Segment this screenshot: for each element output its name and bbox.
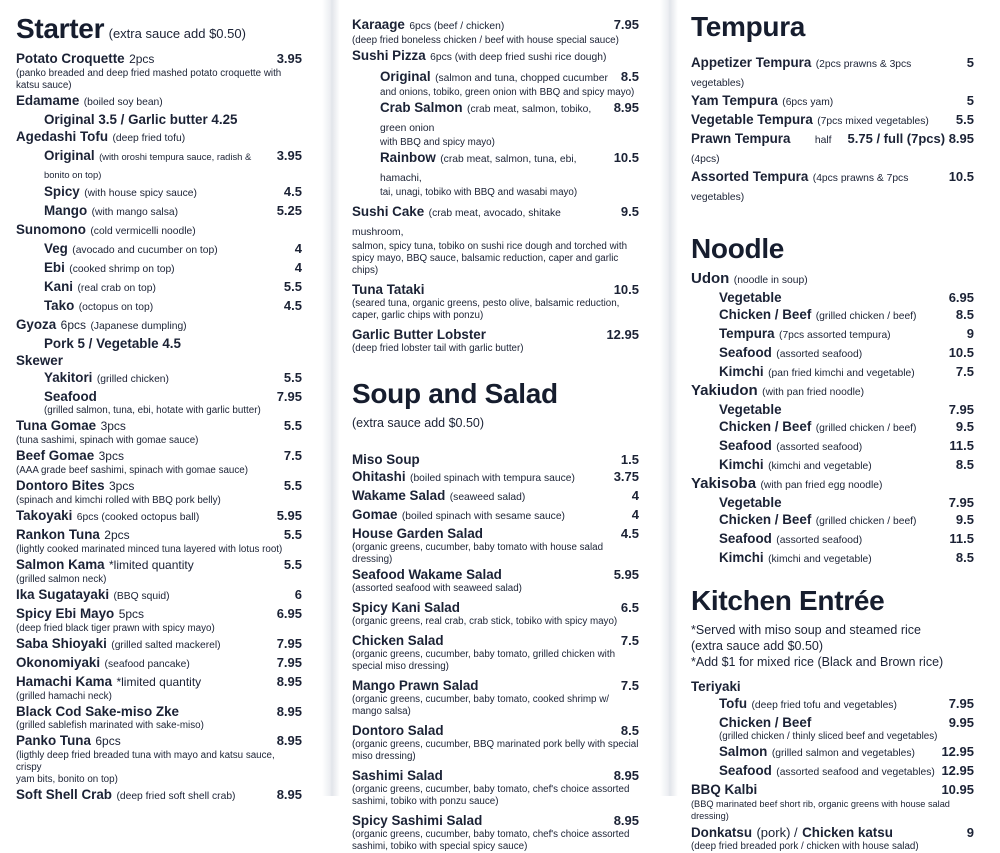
kitchen-notes: *Served with miso soup and steamed rice (extra sauce add $0.50) *Add $1 for mixed rice (Black and Brown rice) bbox=[691, 623, 944, 669]
section-title: Kitchen Entrée bbox=[691, 585, 885, 616]
menu-item: Chicken Salad 7.5 (organic greens, cucumber, baby tomato, grilled chicken with special miso dressing) bbox=[352, 633, 639, 672]
menu-item: Hamachi Kama *limited quantity 8.95 (grilled hamachi neck) bbox=[16, 674, 302, 702]
menu-item: House Garden Salad 4.5 (organic greens, cucumber, baby tomato with house salad dressing) bbox=[352, 526, 639, 565]
menu-item: Sunomono (cold vermicelli noodle) Veg (avocado and cucumber on top) 4 Ebi (cooked shrimp on top) 4 Kani (real crab on top) 5.5 Tako (octopus on top) 4.5 bbox=[16, 222, 302, 313]
menu-item: Yam Tempura (6pcs yam) 5 bbox=[691, 93, 974, 108]
tempura-list bbox=[691, 54, 974, 206]
menu-item: Seafood (assorted seafood) 11.5 bbox=[719, 531, 974, 546]
menu-item: Skewer Yakitori (grilled chicken) 5.5 Seafood 7.95 (grilled salmon, tuna, ebi, hotate with garlic butter) bbox=[16, 353, 302, 416]
menu-item: Prawn Tempura half (4pcs) 5.75 / full (7pcs) 8.95 bbox=[691, 131, 974, 165]
menu-item: Seafood (assorted seafood) 10.5 bbox=[719, 345, 974, 360]
noodle-list: Udon (noodle in soup) Vegetable 6.95 Chicken / Beef (grilled chicken / beef) 8.5 Tempura (7pcs assorted tempura) 9 Seafood (assorted seafood) 10.5 Kimchi (pan fried kimchi and vegetable) 7.5 Yakiudon (with pan fried noodle) Vegetable 7.95 Chicken / Beef (grilled chicken / beef) 9.5 Seafood (assorted seafood) 11.5 Kimchi (kimchi and vegetable) 8.5 Yakisoba (with pan fried egg noodle) Vegetable 7.95 Chicken / Beef (grilled chicken / beef) 9.5 Seafood (assorted seafood) 11.5 Kimchi (kimchi and vegetable) 8.5 bbox=[691, 270, 974, 568]
section-title: Starter bbox=[16, 13, 105, 44]
menu-item: Seafood Wakame Salad 5.95 (assorted seafood with seaweed salad) bbox=[352, 567, 639, 594]
menu-item: Miso Soup 1.5 bbox=[352, 452, 639, 467]
menu-item: Takoyaki 6pcs (cooked octopus ball) 5.95 bbox=[16, 508, 302, 523]
menu-item: Kimchi (pan fried kimchi and vegetable) 7.5 bbox=[719, 364, 974, 379]
menu-item: Agedashi Tofu (deep fried tofu) Original (with oroshi tempura sauce, radish & bonito on top) 3.95 Spicy (with house spicy sauce) 4.5 Mango (with mango salsa) 5.25 bbox=[16, 129, 302, 218]
menu-item: Gyoza 6pcs (Japanese dumpling) Pork 5 / Vegetable 4.5 bbox=[16, 317, 187, 351]
teriyaki-label: Teriyaki bbox=[691, 679, 741, 694]
menu-item: Salmon Kama *limited quantity 5.5 (grilled salmon neck) bbox=[16, 557, 302, 585]
menu-column-1 bbox=[16, 0, 302, 802]
page-fold bbox=[322, 0, 340, 796]
menu-item: Assorted Tempura (4pcs prawns & 7pcs vegetables) 10.5 bbox=[691, 169, 974, 203]
page-fold bbox=[660, 0, 678, 796]
menu-item: Karaage 6pcs (beef / chicken) 7.95 (deep fried boneless chicken / beef with house special sauce) bbox=[352, 17, 639, 46]
menu-item: Panko Tuna 6pcs 8.95 (ligthly deep fried breaded tuna with mayo and katsu sauce, crispy yam bits, bonito on top) bbox=[16, 733, 302, 785]
menu-item: Tuna Gomae 3pcs 5.5 (tuna sashimi, spinach with gomae sauce) bbox=[16, 418, 302, 446]
section-note: (extra sauce add $0.50) bbox=[352, 416, 485, 430]
menu-item: Chicken / Beef (grilled chicken / beef) 8.5 bbox=[719, 307, 974, 322]
menu-item: Donkatsu (pork) / Chicken katsu 9 (deep fried breaded pork / chicken with house salad) bbox=[691, 825, 974, 852]
menu-item: Dontoro Salad 8.5 (organic greens, cucumber, BBQ marinated pork belly with special miso dressing) bbox=[352, 723, 639, 762]
menu-item: Saba Shioyaki (grilled salted mackerel) 7.95 bbox=[16, 636, 302, 651]
menu-item: Black Cod Sake-miso Zke 8.95 (grilled sablefish marinated with sake-miso) bbox=[16, 704, 302, 731]
menu-item: Garlic Butter Lobster 12.95 (deep fried lobster tail with garlic butter) bbox=[352, 327, 639, 354]
menu-item: BBQ Kalbi 10.95 (BBQ marinated beef short rib, organic greens with house salad dressing) bbox=[691, 782, 974, 821]
menu-item: Okonomiyaki (seafood pancake) 7.95 bbox=[16, 655, 302, 670]
menu-item: Vegetable 6.95 bbox=[719, 290, 974, 305]
menu-item: Vegetable 7.95 bbox=[719, 495, 974, 510]
section-title: Noodle bbox=[691, 233, 785, 264]
menu-item: Rankon Tuna 2pcs 5.5 (lightly cooked marinated minced tuna layered with lotus root) bbox=[16, 527, 302, 555]
menu-item: Edamame (boiled soy bean) Original 3.5 / Garlic butter 4.25 bbox=[16, 93, 238, 127]
menu-column-3 bbox=[691, 0, 974, 852]
section-title: Soup and Salad bbox=[352, 378, 558, 409]
menu-item: Wakame Salad (seaweed salad) 4 bbox=[352, 488, 639, 503]
menu-item: Soft Shell Crab (deep fried soft shell crab) 8.95 bbox=[16, 787, 302, 802]
menu-item: Vegetable 7.95 bbox=[719, 402, 974, 417]
section-note: (extra sauce add $0.50) bbox=[108, 26, 246, 41]
menu-item: Chicken / Beef (grilled chicken / beef) 9.5 bbox=[719, 419, 974, 434]
menu-item: Mango Prawn Salad 7.5 (organic greens, cucumber, baby tomato, cooked shrimp w/ mango salsa) bbox=[352, 678, 639, 717]
menu-item: Chicken / Beef (grilled chicken / beef) 9.5 bbox=[719, 512, 974, 527]
menu-item: Kimchi (kimchi and vegetable) 8.5 bbox=[719, 550, 974, 565]
menu-item: Potato Croquette 2pcs 3.95 (panko breaded and deep fried mashed potato croquette with katsu sauce) bbox=[16, 51, 302, 91]
menu-item: Spicy Sashimi Salad 8.95 (organic greens, cucumber, baby tomato, chef's choice assorted sashimi, tobiko with special spicy sauce) bbox=[352, 813, 639, 852]
menu-item: Sashimi Salad 8.95 (organic greens, cucumber, baby tomato, chef's choice assorted sashimi, tobiko with ponzu sauce) bbox=[352, 768, 639, 807]
menu-column-2 bbox=[352, 0, 639, 852]
menu-item: Tofu (deep fried tofu and vegetables) 7.95 bbox=[719, 696, 974, 711]
menu-item: Kimchi (kimchi and vegetable) 8.5 bbox=[719, 457, 974, 472]
menu-item: Appetizer Tempura (2pcs prawns & 3pcs vegetables) 5 bbox=[691, 55, 974, 89]
menu-item: Vegetable Tempura (7pcs mixed vegetables) 5.5 bbox=[691, 112, 974, 127]
menu-item: Sushi Cake (crab meat, avocado, shitake mushroom, 9.5 salmon, spicy tuna, tobiko on sushi rice dough and torched with spicy mayo, BBQ sauce, balsamic reduction, caper and garlic chips) bbox=[352, 204, 639, 276]
menu-item: Seafood (assorted seafood) 11.5 bbox=[719, 438, 974, 453]
section-title: Tempura bbox=[691, 11, 806, 42]
menu-item: Chicken / Beef 9.95 (grilled chicken / thinly sliced beef and vegetables) bbox=[719, 715, 974, 742]
menu-item: Salmon (grilled salmon and vegetables) 12.95 bbox=[719, 744, 974, 759]
menu-item: Spicy Kani Salad 6.5 (organic greens, real crab, crab stick, tobiko with spicy mayo) bbox=[352, 600, 639, 627]
menu-item: Sushi Pizza 6pcs (with deep fried sushi rice dough) Original (salmon and tuna, chopped cucumber 8.5 and onions, tobiko, green onion with BBQ and spicy mayo) Crab Salmon (crab meat, salmon, tobiko, green onion 8.95 with BBQ and spicy mayo) Rainbow (crab meat, salmon, tuna, ebi, hamachi, 10.5 tai, unagi, tobiko with BBQ and wasabi mayo) bbox=[352, 48, 639, 198]
menu-item: Tuna Tataki 10.5 (seared tuna, organic greens, pesto olive, balsamic reduction, caper, garlic chips with ponzu) bbox=[352, 282, 639, 321]
menu-item: Tempura (7pcs assorted tempura) 9 bbox=[719, 326, 974, 341]
menu-item: Gomae (boiled spinach with sesame sauce) 4 bbox=[352, 507, 639, 522]
menu-item: Beef Gomae 3pcs 7.5 (AAA grade beef sashimi, spinach with gomae sauce) bbox=[16, 448, 302, 476]
menu-item: Seafood (assorted seafood and vegetables) 12.95 bbox=[719, 763, 974, 778]
section-header-soup-salad bbox=[352, 377, 639, 431]
menu-item: Ohitashi (boiled spinach with tempura sauce) 3.75 bbox=[352, 469, 639, 484]
menu-item: Dontoro Bites 3pcs 5.5 (spinach and kimchi rolled with BBQ pork belly) bbox=[16, 478, 302, 506]
section-header-starter bbox=[16, 12, 302, 46]
menu-item: Ika Sugatayaki (BBQ squid) 6 bbox=[16, 587, 302, 602]
menu-item: Spicy Ebi Mayo 5pcs 6.95 (deep fried black tiger prawn with spicy mayo) bbox=[16, 606, 302, 634]
